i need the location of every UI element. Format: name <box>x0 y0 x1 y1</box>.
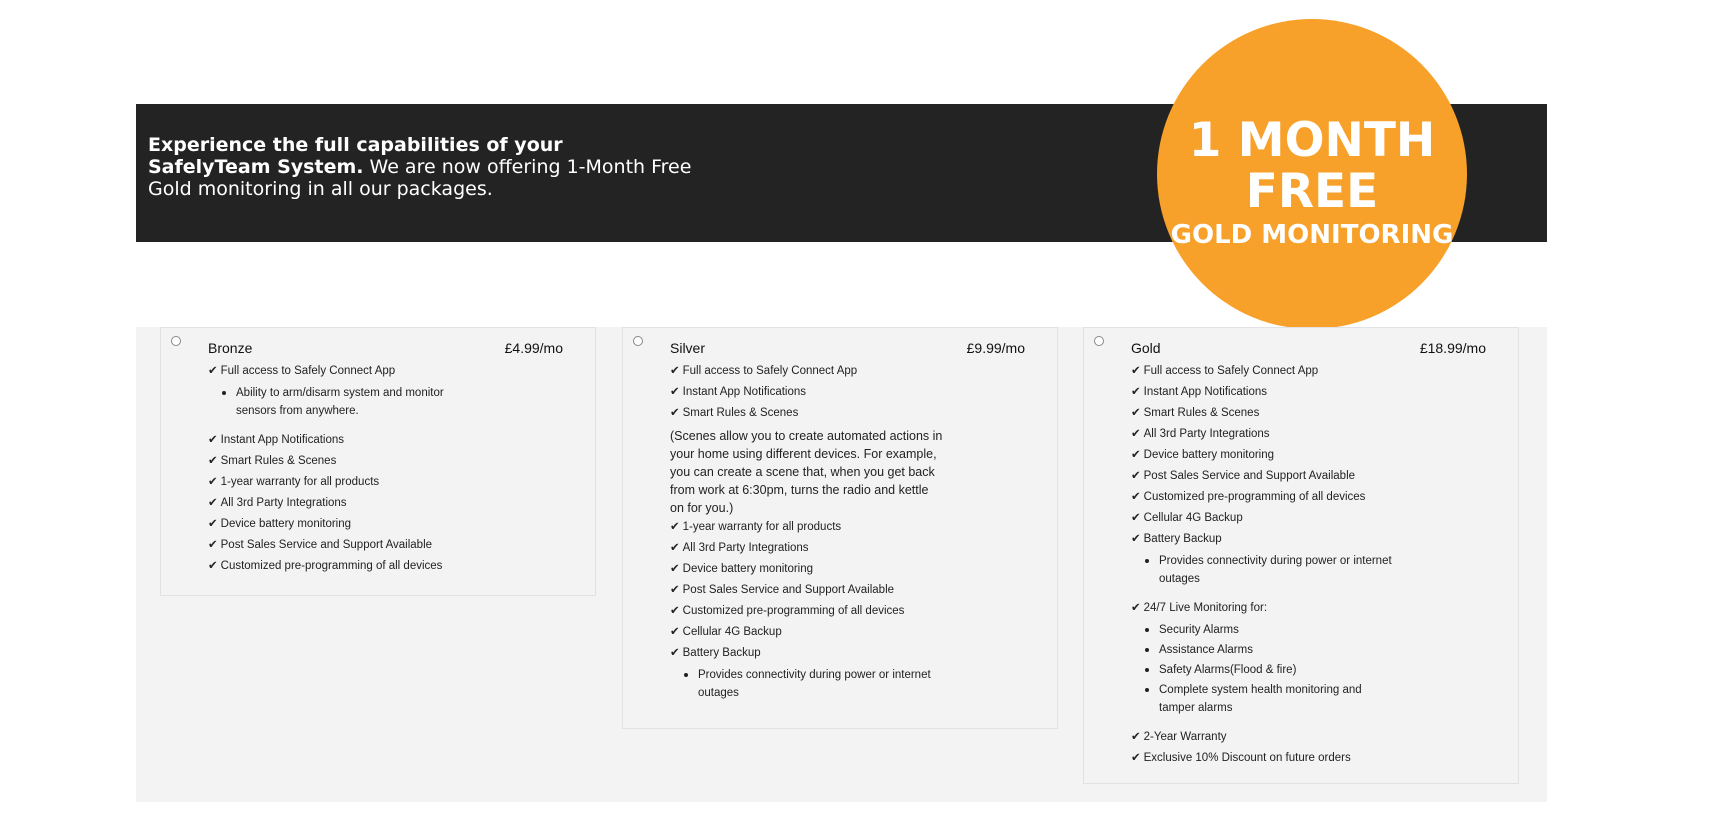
bullet-icon <box>1145 628 1149 632</box>
feature-item: ✔ 1-year warranty for all products <box>208 476 380 488</box>
feature-item: ✔ Exclusive 10% Discount on future orders <box>1131 752 1351 764</box>
bullet-icon <box>1145 688 1149 692</box>
feature-item: ✔ Smart Rules & Scenes <box>670 407 799 419</box>
feature-item: ✔ Full access to Safely Connect App <box>670 365 858 377</box>
check-icon: ✔ <box>670 647 680 659</box>
feature-item: ✔ Customized pre-programming of all devices <box>670 605 905 617</box>
feature-item: ✔ Customized pre-programming of all devices <box>208 560 443 572</box>
check-icon: ✔ <box>1131 752 1141 764</box>
plan-name: Silver <box>670 340 706 356</box>
feature-item: ✔ All 3rd Party Integrations <box>670 542 809 554</box>
feature-subitem: Security Alarms <box>1131 621 1399 639</box>
bullet-icon <box>1145 559 1149 563</box>
check-icon: ✔ <box>208 518 218 530</box>
feature-item: ✔ Instant App Notifications <box>208 434 345 446</box>
feature-item: ✔ Post Sales Service and Support Available <box>1131 470 1356 482</box>
check-icon: ✔ <box>1131 449 1141 461</box>
check-icon: ✔ <box>1131 491 1141 503</box>
check-icon: ✔ <box>670 521 680 533</box>
check-icon: ✔ <box>670 542 680 554</box>
check-icon: ✔ <box>1131 386 1141 398</box>
plan-price: £9.99/mo <box>966 340 1025 356</box>
feature-item: ✔ Battery Backup <box>1131 533 1222 545</box>
check-icon: ✔ <box>1131 731 1141 743</box>
promo-bold-line1: Experience the full capabilities of your <box>148 134 563 156</box>
plan-name: Bronze <box>208 340 253 356</box>
feature-item: ✔ Post Sales Service and Support Available <box>208 539 433 551</box>
feature-subitem: Assistance Alarms <box>1131 641 1399 659</box>
feature-item: ✔ All 3rd Party Integrations <box>208 497 347 509</box>
check-icon: ✔ <box>670 386 680 398</box>
feature-item: ✔ Instant App Notifications <box>670 386 807 398</box>
check-icon: ✔ <box>1131 428 1141 440</box>
feature-item: ✔ Post Sales Service and Support Available <box>670 584 895 596</box>
plan-name: Gold <box>1131 340 1161 356</box>
bullet-icon <box>1145 668 1149 672</box>
badge-line2: FREE <box>1245 164 1379 219</box>
feature-item: ✔ Device battery monitoring <box>208 518 352 530</box>
plan-price: £4.99/mo <box>504 340 563 356</box>
feature-item: ✔ Customized pre-programming of all devices <box>1131 491 1366 503</box>
feature-subitem: Safety Alarms(Flood & fire) <box>1131 661 1399 679</box>
check-icon: ✔ <box>670 563 680 575</box>
feature-subitem: Provides connectivity during power or internet outages <box>1131 552 1399 588</box>
feature-list <box>208 361 508 577</box>
check-icon: ✔ <box>1131 512 1141 524</box>
check-icon: ✔ <box>670 605 680 617</box>
feature-item: ✔ Cellular 4G Backup <box>670 626 782 638</box>
check-icon: ✔ <box>208 455 218 467</box>
bullet-icon <box>222 391 226 395</box>
feature-item: ✔ Smart Rules & Scenes <box>1131 407 1260 419</box>
plan-radio-silver[interactable] <box>633 336 643 346</box>
check-icon: ✔ <box>1131 470 1141 482</box>
feature-item: ✔ Battery Backup <box>670 647 761 659</box>
feature-item: ✔ Smart Rules & Scenes <box>208 455 337 467</box>
feature-item: ✔ Full access to Safely Connect App <box>208 365 396 377</box>
feature-item: ✔ Instant App Notifications <box>1131 386 1268 398</box>
plan-card-gold[interactable] <box>1083 327 1519 784</box>
feature-subitem: Ability to arm/disarm system and monitor sensors from anywhere. <box>208 384 476 420</box>
check-icon: ✔ <box>208 539 218 551</box>
check-icon: ✔ <box>670 584 680 596</box>
feature-item: ✔ Cellular 4G Backup <box>1131 512 1243 524</box>
check-icon: ✔ <box>670 626 680 638</box>
feature-subitem: Provides connectivity during power or internet outages <box>670 666 938 702</box>
feature-item: ✔ 2-Year Warranty <box>1131 731 1227 743</box>
promo-text: We are now offering 1-Month Free Gold monitoring in all our packages. <box>148 156 692 200</box>
check-icon: ✔ <box>1131 365 1141 377</box>
feature-item: ✔ Full access to Safely Connect App <box>1131 365 1319 377</box>
scenes-note: (Scenes allow you to create automated actions in your home using different devices. For example, you can create a scene that, when you get back from work at 6:30pm, turns the radio and kettle on for you.) <box>670 429 943 515</box>
feature-item: ✔ All 3rd Party Integrations <box>1131 428 1270 440</box>
bullet-icon <box>684 673 688 677</box>
plan-radio-gold[interactable] <box>1094 336 1104 346</box>
feature-item: ✔ 24/7 Live Monitoring for: <box>1131 602 1268 614</box>
check-icon: ✔ <box>1131 602 1141 614</box>
check-icon: ✔ <box>208 560 218 572</box>
check-icon: ✔ <box>1131 407 1141 419</box>
check-icon: ✔ <box>208 476 218 488</box>
check-icon: ✔ <box>208 497 218 509</box>
plan-card-silver[interactable] <box>622 327 1058 729</box>
feature-list <box>670 361 970 712</box>
check-icon: ✔ <box>208 365 218 377</box>
check-icon: ✔ <box>670 365 680 377</box>
plan-price: £18.99/mo <box>1419 340 1486 356</box>
promo-bold-line2: SafelyTeam System. <box>148 156 364 178</box>
feature-item: ✔ Device battery monitoring <box>670 563 814 575</box>
feature-list <box>1131 361 1431 769</box>
bullet-icon <box>1145 648 1149 652</box>
plans-section <box>136 327 1547 802</box>
badge-line3: GOLD MONITORING <box>1170 220 1454 250</box>
check-icon: ✔ <box>208 434 218 446</box>
free-month-badge <box>1157 19 1467 329</box>
badge-line1: 1 MONTH <box>1188 113 1436 168</box>
check-icon: ✔ <box>1131 533 1141 545</box>
feature-item: ✔ 1-year warranty for all products <box>670 521 842 533</box>
feature-subitem: Complete system health monitoring and tamper alarms <box>1131 681 1399 717</box>
check-icon: ✔ <box>670 407 680 419</box>
promo-banner-text <box>148 134 728 200</box>
plan-radio-bronze[interactable] <box>171 336 181 346</box>
plan-card-bronze[interactable] <box>160 327 596 596</box>
feature-item: ✔ Device battery monitoring <box>1131 449 1275 461</box>
